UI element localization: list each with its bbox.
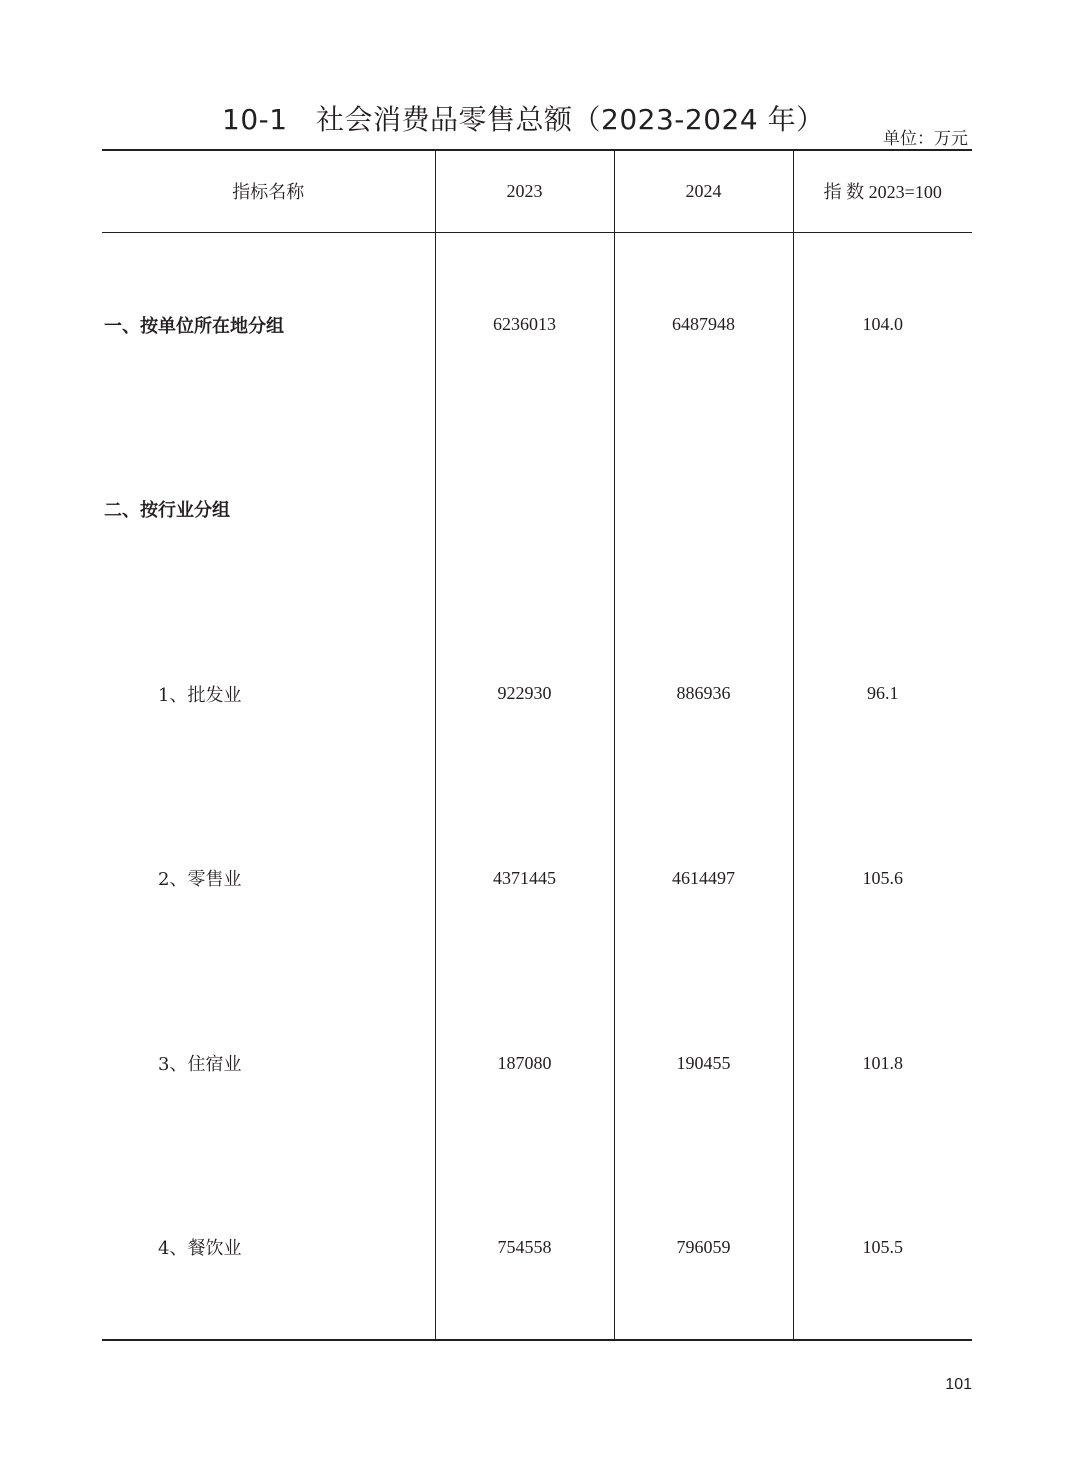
- header-index: 指 数 2023=100: [793, 150, 972, 232]
- table-row: [102, 602, 972, 787]
- row-name: 1、批发业: [158, 684, 242, 706]
- row-name: 3、住宿业: [158, 1054, 242, 1076]
- table-row: [102, 971, 972, 1156]
- retail-sales-table: [102, 149, 972, 1341]
- value-2024: 4614497: [614, 786, 793, 971]
- value-index: 105.6: [793, 786, 972, 971]
- table-header-row: [102, 150, 972, 232]
- row-name: 一、按单位所在地分组: [104, 315, 284, 337]
- table-row: [102, 417, 972, 602]
- header-2024: 2024: [614, 150, 793, 232]
- table-row: [102, 786, 972, 971]
- page-title: 10-1 社会消费品零售总额（2023-2024 年）: [222, 103, 825, 136]
- value-index: 96.1: [793, 602, 972, 787]
- row-name: 4、餐饮业: [158, 1238, 242, 1260]
- value-index: 105.5: [793, 1155, 972, 1340]
- header-2023: 2023: [435, 150, 614, 232]
- value-2024: 6487948: [614, 232, 793, 417]
- value-index: 101.8: [793, 971, 972, 1156]
- value-2023: [435, 417, 614, 602]
- table-row: [102, 1155, 972, 1340]
- value-2023: 754558: [435, 1155, 614, 1340]
- value-2024: 190455: [614, 971, 793, 1156]
- value-2023: 4371445: [435, 786, 614, 971]
- value-index: [793, 417, 972, 602]
- value-index: 104.0: [793, 232, 972, 417]
- row-name: 二、按行业分组: [104, 500, 230, 522]
- value-2024: [614, 417, 793, 602]
- unit-label: 单位：万元: [883, 129, 968, 149]
- value-2023: 922930: [435, 602, 614, 787]
- value-2024: 886936: [614, 602, 793, 787]
- row-name: 2、零售业: [158, 869, 242, 891]
- table-row: [102, 232, 972, 417]
- value-2023: 187080: [435, 971, 614, 1156]
- page-number: 101: [945, 1376, 972, 1393]
- value-2024: 796059: [614, 1155, 793, 1340]
- header-indicator-name: 指标名称: [102, 150, 435, 232]
- value-2023: 6236013: [435, 232, 614, 417]
